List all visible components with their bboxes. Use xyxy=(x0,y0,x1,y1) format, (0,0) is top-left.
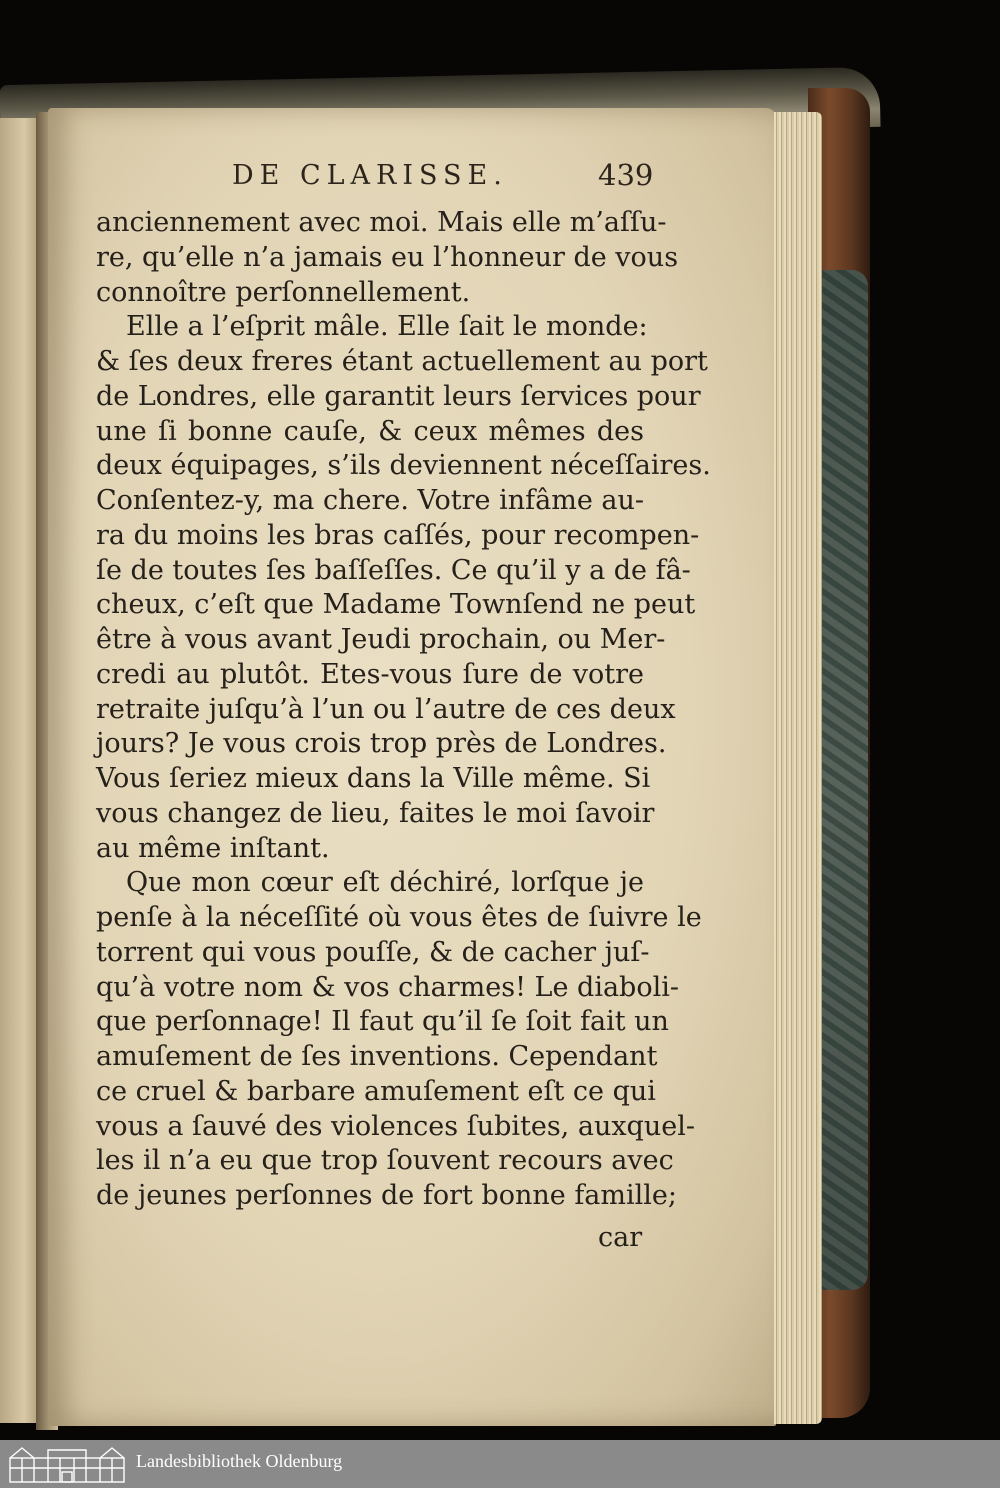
text-line: les il n’a eu que trop ſouvent recours avec xyxy=(96,1145,674,1177)
text-line: anciennement avec moi. Mais elle m’aſſu- xyxy=(96,207,667,238)
catchword: car xyxy=(598,1222,643,1253)
text-line: connoître perſonnellement. xyxy=(96,276,471,308)
text-line: penſe à la néceſſité où vous êtes de ſuivre le xyxy=(96,902,702,933)
text-line: deux équipages, s’ils deviennent néceſſaires. xyxy=(96,450,711,482)
text-line: & ſes deux freres étant actuellement au port xyxy=(96,346,708,377)
running-head: DE CLARISSE. xyxy=(232,160,508,191)
text-line: Conſentez-y, ma chere. Votre infâme au- xyxy=(96,485,644,516)
text-line: re, qu’elle n’a jamais eu l’honneur de vous xyxy=(96,241,679,273)
text-line: de jeunes perſonnes de fort bonne famille; xyxy=(96,1180,677,1211)
text-line: que perſonnage! Il faut qu’il ſe ſoit fait un xyxy=(96,1006,669,1038)
text-line: Vous ſeriez mieux dans la Ville même. Si xyxy=(96,763,651,794)
page-fore-edge xyxy=(774,112,822,1424)
text-line: au même inſtant. xyxy=(96,832,330,864)
library-building-icon xyxy=(8,1444,126,1484)
text-line: être à vous avant Jeudi prochain, ou Mer- xyxy=(96,624,666,655)
footer-bar xyxy=(0,1440,1000,1488)
text-line: jours? Je vous crois trop près de Londres. xyxy=(96,728,667,760)
text-line: credi au plutôt. Etes-vous ſure de votre xyxy=(96,658,644,690)
text-line: retraite juſqu’à l’un ou l’autre de ces deux xyxy=(96,693,676,725)
page-number: 439 xyxy=(598,158,654,192)
text-line: de Londres, elle garantit leurs ſervices pour xyxy=(96,380,701,412)
text-line: Elle a l’eſprit mâle. Elle ſait le monde: xyxy=(126,311,648,343)
text-line: ra du moins les bras caſſés, pour recompen- xyxy=(96,519,700,551)
text-line: ſe de toutes ſes baſſeſſes. Ce qu’il y a de fâ- xyxy=(96,554,691,586)
page-body-text xyxy=(96,206,711,1214)
library-name: Landesbibliothek Oldenburg xyxy=(136,1451,343,1471)
text-line: Que mon cœur eſt déchiré, lorſque je xyxy=(126,867,644,899)
text-line: torrent qui vous pouſſe, & de cacher juſ- xyxy=(96,936,650,968)
text-line: amuſement de ſes inventions. Cependant xyxy=(96,1041,658,1072)
text-line: vous changez de lieu, faites le moi ſavoir xyxy=(96,797,655,829)
text-line: vous a ſauvé des violences ſubites, auxquel- xyxy=(96,1110,695,1142)
text-line: une ſi bonne cauſe, & ceux mêmes des xyxy=(96,415,644,447)
text-line: qu’à votre nom & vos charmes! Le diaboli- xyxy=(96,971,679,1003)
text-line: ce cruel & barbare amuſement eſt ce qui xyxy=(96,1075,656,1107)
marbled-cover xyxy=(818,270,868,1290)
text-line: cheux, c’eſt que Madame Townſend ne peut xyxy=(96,589,696,621)
